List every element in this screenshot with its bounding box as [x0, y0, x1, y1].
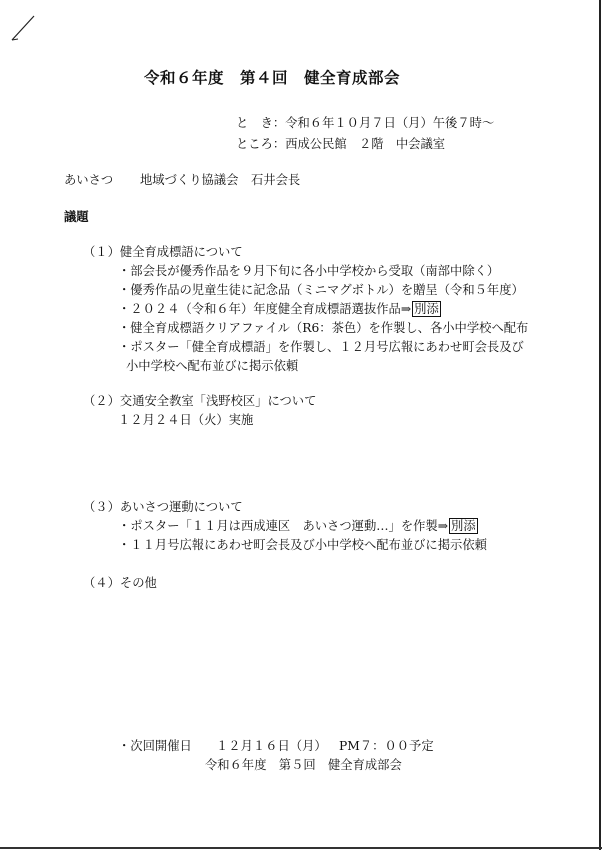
meeting-place: ところ：西成公民館 ２階 中会議室	[236, 137, 446, 151]
attachment-badge: 別添	[451, 519, 476, 533]
list-item: ・健全育成標語クリアファイル（R6：茶色）を作製し、各小中学校へ配布	[118, 321, 529, 335]
list-item: ・部会長が優秀作品を９月下旬に各小中学校から受取（南部中除く）	[118, 264, 500, 278]
section1-heading: （１）健全育成標語について	[83, 245, 243, 259]
page-title: 令和６年度 第４回 健全育成部会	[144, 68, 401, 87]
section3-heading: （３）あいさつ運動について	[83, 500, 243, 514]
meeting-date: と き：令和６年１０月７日（月）午後７時～	[236, 116, 495, 130]
next-meeting-time: PM７：００予定	[339, 739, 434, 753]
greeting-speaker: 石井会長	[251, 173, 301, 187]
next-meeting-name: 令和６年度 第５回 健全育成部会	[205, 758, 402, 772]
list-item-text: ・ポスター「１１月は西成連区 あいさつ運動…」を作製⇒	[118, 519, 449, 533]
list-item: ・優秀作品の児童生徒に記念品（ミニマグボトル）を贈呈（令和５年度）	[118, 283, 524, 297]
list-item: ・ポスター「健全育成標語」を作製し、１２月号広報にあわせ町会長及び	[118, 340, 524, 354]
next-meeting-date: １２月１６日（月）	[216, 739, 327, 753]
list-item-text: ・２０２４（令和６年）年度健全育成標語選抜作品⇒	[118, 302, 412, 316]
section2-detail: １２月２４日（火）実施	[118, 413, 254, 427]
attachment-badge: 別添	[414, 302, 439, 316]
list-item	[118, 299, 441, 317]
section4-heading: （４）その他	[83, 576, 157, 590]
pen-mark-icon	[8, 14, 38, 44]
list-item: ・１１月号広報にあわせ町会長及び小中学校へ配布並びに掲示依頼	[118, 538, 487, 552]
next-meeting-label: ・次回開催日	[118, 739, 192, 753]
agenda-heading: 議題	[64, 209, 89, 224]
page-edge-right	[599, 0, 601, 850]
greeting-org: 地域づくり協議会	[140, 173, 239, 187]
page-edge-bottom	[0, 847, 602, 849]
list-item	[118, 516, 478, 534]
section2-heading: （２）交通安全教室「浅野校区」について	[83, 394, 317, 408]
list-item-continuation: 小中学校へ配布並びに掲示依頼	[126, 359, 299, 373]
greeting-label: あいさつ	[64, 173, 114, 187]
